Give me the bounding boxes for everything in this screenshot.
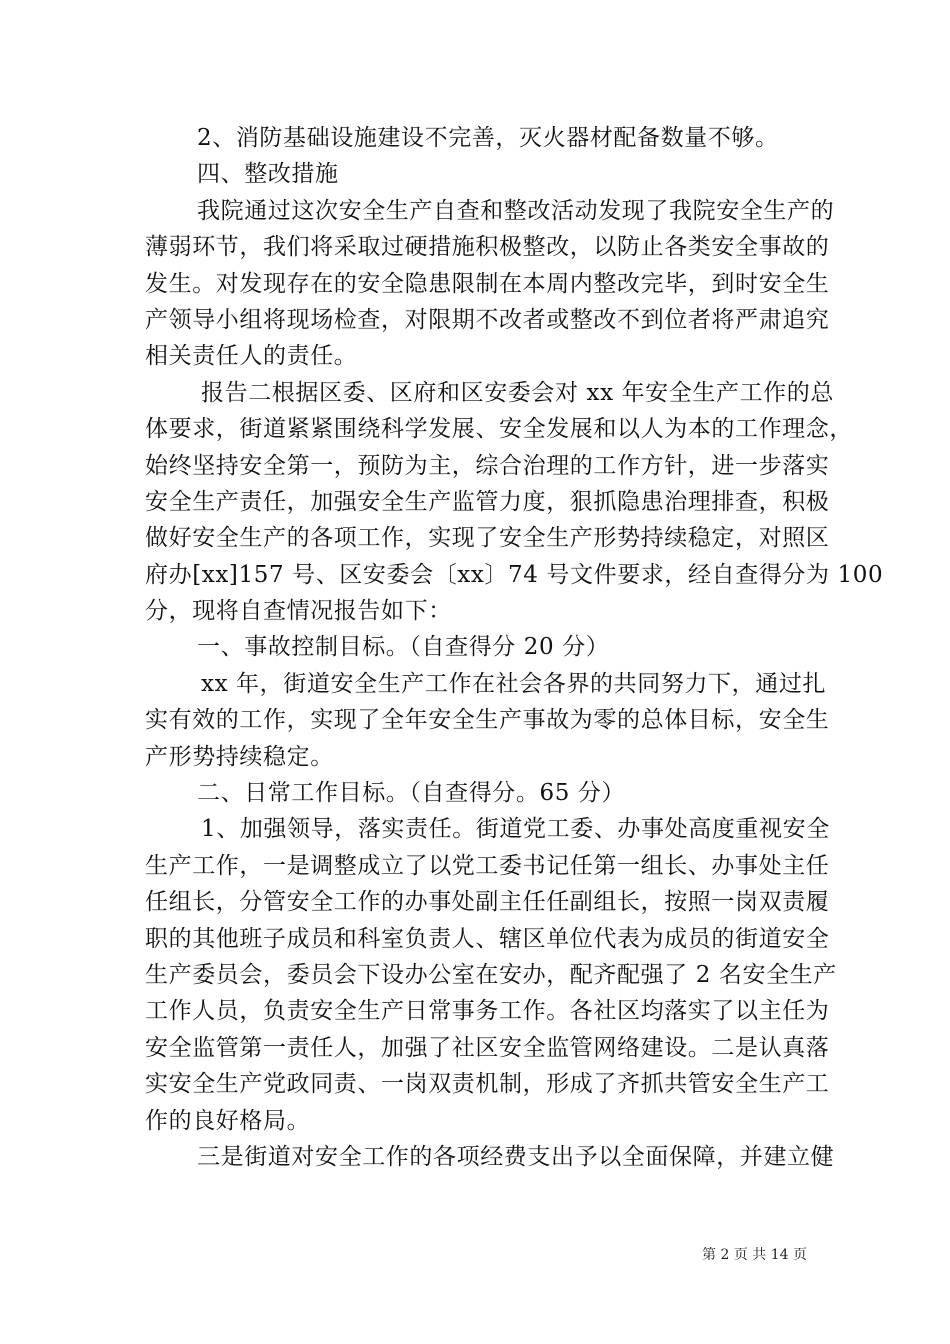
text-line: 安全生产责任，加强安全生产监管力度，狠抓隐患治理排查，积极 [145,488,830,515]
text-line: 1、加强领导，落实责任。街道党工委、办事处高度重视安全 [201,816,830,843]
document-body [145,120,884,1175]
text-line: 实有效的工作，实现了全年安全生产事故为零的总体目标，安全生 [145,707,830,734]
text-line: 一、事故控制目标。（自查得分 20 分） [197,634,610,661]
text-line: 2、消防基础设施建设不完善，灭火器材配备数量不够。 [197,125,779,151]
text-line: 分，现将自查情况报告如下： [145,598,452,625]
text-line: 四、整改措施 [197,161,339,188]
text-line: 二、日常工作目标。（自查得分。65 分） [197,780,626,807]
text-line: 我院通过这次安全生产自查和整改活动发现了我院安全生产的 [197,197,835,224]
text-line: 作的良好格局。 [145,1107,311,1134]
text-line: 实安全生产党政同责、一岗双责机制，形成了齐抓共管安全生产工 [145,1071,830,1098]
text-line: 生产委员会，委员会下设办公室在安办，配齐配强了 2 名安全生产 [145,961,837,988]
text-line: xx 年，街道安全生产工作在社会各界的共同努力下，通过扎 [201,670,827,697]
text-line: 三是街道对安全工作的各项经费支出予以全面保障，并建立健 [197,1143,835,1170]
text-line: 安全监管第一责任人，加强了社区安全监管网络建设。二是认真落 [145,1034,830,1061]
text-line: 产形势持续稳定。 [145,743,334,770]
text-line: 府办[xx]157 号、区安委会〔xx〕74 号文件要求，经自查得分为 100 [145,561,884,588]
text-line: 产领导小组将现场检查，对限期不改者或整改不到位者将严肃追究 [145,306,830,333]
text-line: 生产工作，一是调整成立了以党工委书记任第一组长、办事处主任 [145,852,830,879]
text-line: 薄弱环节，我们将采取过硬措施积极整改，以防止各类安全事故的 [145,234,830,261]
text-line: 工作人员，负责安全生产日常事务工作。各社区均落实了以主任为 [145,998,830,1025]
text-line: 始终坚持安全第一，预防为主，综合治理的工作方针，进一步落实 [145,452,830,479]
text-line: 任组长，分管安全工作的办事处副主任任副组长，按照一岗双责履 [145,889,830,916]
text-line: 职的其他班子成员和科室负责人、辖区单位代表为成员的街道安全 [145,925,830,952]
text-line: 发生。对发现存在的安全隐患限制在本周内整改完毕，到时安全生 [145,270,830,297]
text-line: 报告二根据区委、区府和区安委会对 xx 年安全生产工作的总 [201,379,834,406]
page-number-footer: 第 2 页 共 14 页 [702,1247,807,1263]
text-line: 做好安全生产的各项工作，实现了安全生产形势持续稳定，对照区 [145,525,830,552]
text-line: 体要求，街道紧紧围绕科学发展、安全发展和以人为本的工作理念， [145,416,853,443]
text-line: 相关责任人的责任。 [145,343,358,370]
